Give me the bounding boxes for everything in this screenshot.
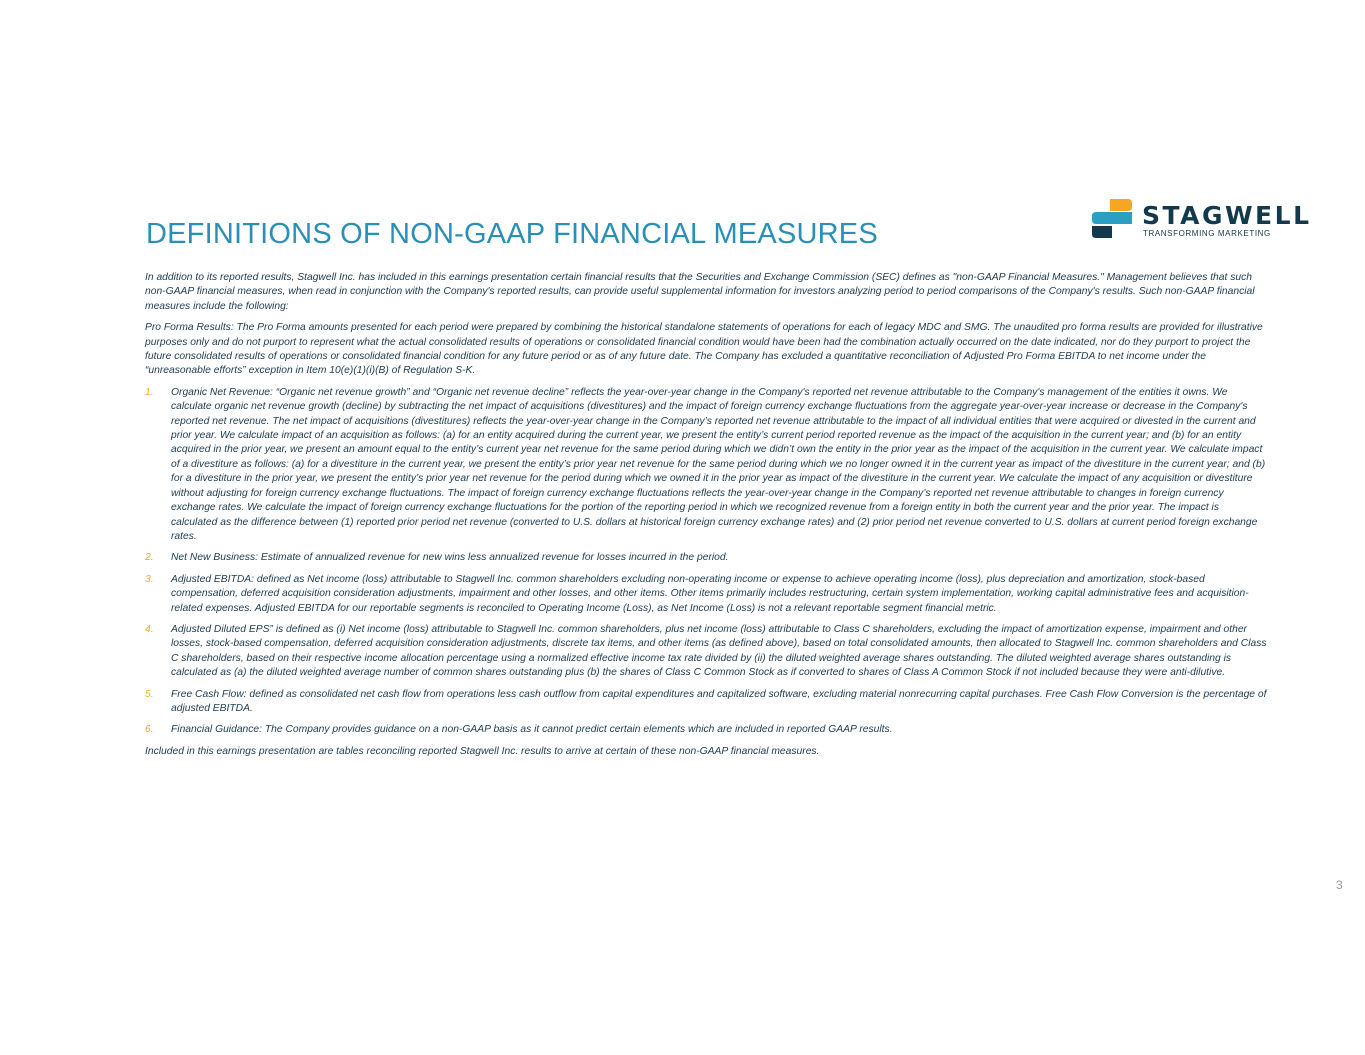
definition-text: Organic Net Revenue: “Organic net revenue growth” and “Organic net revenue decline” reflects the year-over-year change in the Company's reported net revenue attributable to the Company's management of the entities it owns. We calculate organic net revenue growth (decline) by subtracting the net impact of acquisitions (divestitures) and the impact of foreign currency exchange fluctuations from the aggregate year-over-year increase or decrease in the Company's reported net revenue. The net impact of acquisitions (divestitures) reflects the year-over-year change in the Company’s reported net revenue attributable to the impact of all individual entities that were acquired or divested in the current and prior year. We calculate impact of an acquisition as follows: (a) for an entity acquired during the current year, we present the entity’s current period reported revenue as the impact of the acquisition in the current year; and (b) for an entity acquired in the prior year, we present an amount equal to the entity’s current year net revenue for the same period during which we didn’t own the entity in the prior year as the impact of the acquisition in the current year. We calculate impact of a divestiture as follows: (a) for a divestiture in the current year, we present the entity’s prior year net revenue for the same period during which we no longer owned it in the current year as impact of the divestiture in the current year; and (b) for a divestiture in the prior year, we present the entity’s prior year net revenue for the period during which we owned it in the prior year as impact of the divestiture in the current year. We calculate the impact of any acquisition or divestiture without adjusting for foreign currency exchange fluctuations. The impact of foreign currency exchange fluctuations reflects the year-over-year change in the Company’s reported net revenue attributable to changes in foreign currency exchange rates. We calculate the impact of foreign currency exchange fluctuations for the portion of the reporting period in which we recognized revenue from a foreign entity in both the current year and the prior year. The impact is calculated as the difference between (1) reported prior period net revenue (converted to U.S. dollars at historical foreign currency exchange rates) and (2) prior period net revenue converted to U.S. dollars at current period foreign exchange rates. [171, 386, 1266, 542]
definition-item-free-cash-flow [145, 688, 1267, 717]
list-number: 2. [145, 552, 154, 564]
page-number: 3 [1336, 878, 1343, 892]
list-number: 1. [145, 386, 154, 398]
closing-paragraph: Included in this earnings presentation are tables reconciling reported Stagwell Inc. results to arrive at certain of these non-GAAP financial measures. [145, 745, 820, 757]
logo-wordmark: STAGWELL [1142, 201, 1312, 230]
definition-text: Free Cash Flow: defined as consolidated net cash flow from operations less cash outflow from capital expenditures and capitalized software, excluding material nonrecurring capital purchases. Free Cash Flow Conversion is the percentage of adjusted EBITDA. [171, 688, 1267, 714]
pro-forma-paragraph: Pro Forma Results: The Pro Forma amounts presented for each period were prepared by combining the historical standalone statements of operations for each of legacy MDC and SMG. The unaudited pro forma results are provided for illustrative purposes only and do not purport to represent what the actual consolidated results of operations or consolidated financial condition would have been had the combination actually occurred on the date indicated, nor do they purport to project the future consolidated results of operations or consolidated financial condition for any future period or as of any future date. The Company has excluded a quantitative reconciliation of Adjusted Pro Forma EBITDA to net income under the “unreasonable efforts” exception in Item 10(e)(1)(i)(B) of Regulation S-K. [145, 322, 1263, 377]
definition-text: Net New Business: Estimate of annualized revenue for new wins less annualized revenue for losses incurred in the period. [171, 552, 729, 564]
definitions-list [145, 386, 1267, 738]
definition-item-adjusted-diluted-eps [145, 623, 1267, 681]
definition-text: Financial Guidance: The Company provides guidance on a non-GAAP basis as it cannot predict certain elements which are included in reported GAAP results. [171, 724, 893, 736]
definition-item-financial-guidance [145, 723, 1267, 737]
stagwell-logo [1090, 197, 1312, 241]
definition-item-net-new-business [145, 551, 1267, 565]
page-title: DEFINITIONS OF NON-GAAP FINANCIAL MEASURES [146, 218, 878, 250]
intro-paragraph: In addition to its reported results, Stagwell Inc. has included in this earnings presentation certain financial results that the Securities and Exchange Commission (SEC) defines as "non-GAAP Financial Measures." Management believes that such non-GAAP financial measures, when read in conjunction with the Company's reported results, can provide useful supplemental information for investors analyzing period to period comparisons of the Company's results. Such non-GAAP financial measures include the following: [145, 272, 1255, 312]
definition-text: Adjusted Diluted EPS” is defined as (i) Net income (loss) attributable to Stagwell Inc. common shareholders, plus net income (loss) attributable to Class C shareholders, excluding the impact of amortization expense, impairment and other losses, stock-based compensation, deferred acquisition consideration adjustments, discrete tax items, and other items (as defined above), based on total consolidated amounts, then allocated to Stagwell Inc. common shareholders and Class C shareholders, based on their respective income allocation percentage using a normalized effective income tax rate divided by (ii) the diluted weighted average shares outstanding. The diluted weighted average shares outstanding is calculated as (a) the diluted weighted average number of common shares outstanding plus (b) the shares of Class C Common Stock as if converted to shares of Class A Common Stock if not included because they were anti-dilutive. [171, 623, 1267, 679]
logo-mark-middle-bar [1092, 212, 1132, 224]
definition-item-adjusted-ebitda [145, 573, 1267, 616]
definition-item-organic-net-revenue [145, 386, 1267, 544]
definitions-body [145, 271, 1267, 766]
list-number: 4. [145, 623, 154, 635]
definition-text: Adjusted EBITDA: defined as Net income (loss) attributable to Stagwell Inc. common shareholders excluding non-operating income or expense to achieve operating income (loss), plus depreciation and amortization, stock-based compensation, deferred acquisition consideration adjustments, impairment and other losses, and other items. Other items primarily includes restructuring, certain system implementation, working capital administrative fees and acquisition-related expenses. Adjusted EBITDA for our reportable segments is reconciled to Operating Income (Loss), as Net Income (Loss) is not a relevant reportable segment financial metric. [171, 573, 1249, 614]
list-number: 3. [145, 573, 154, 585]
list-number: 6. [145, 724, 154, 736]
stagwell-logo-mark [1090, 197, 1134, 241]
list-number: 5. [145, 688, 154, 700]
logo-mark-bottom-bar [1092, 226, 1112, 238]
logo-mark-top-bar [1110, 199, 1132, 211]
logo-tagline: TRANSFORMING MARKETING [1143, 229, 1271, 238]
